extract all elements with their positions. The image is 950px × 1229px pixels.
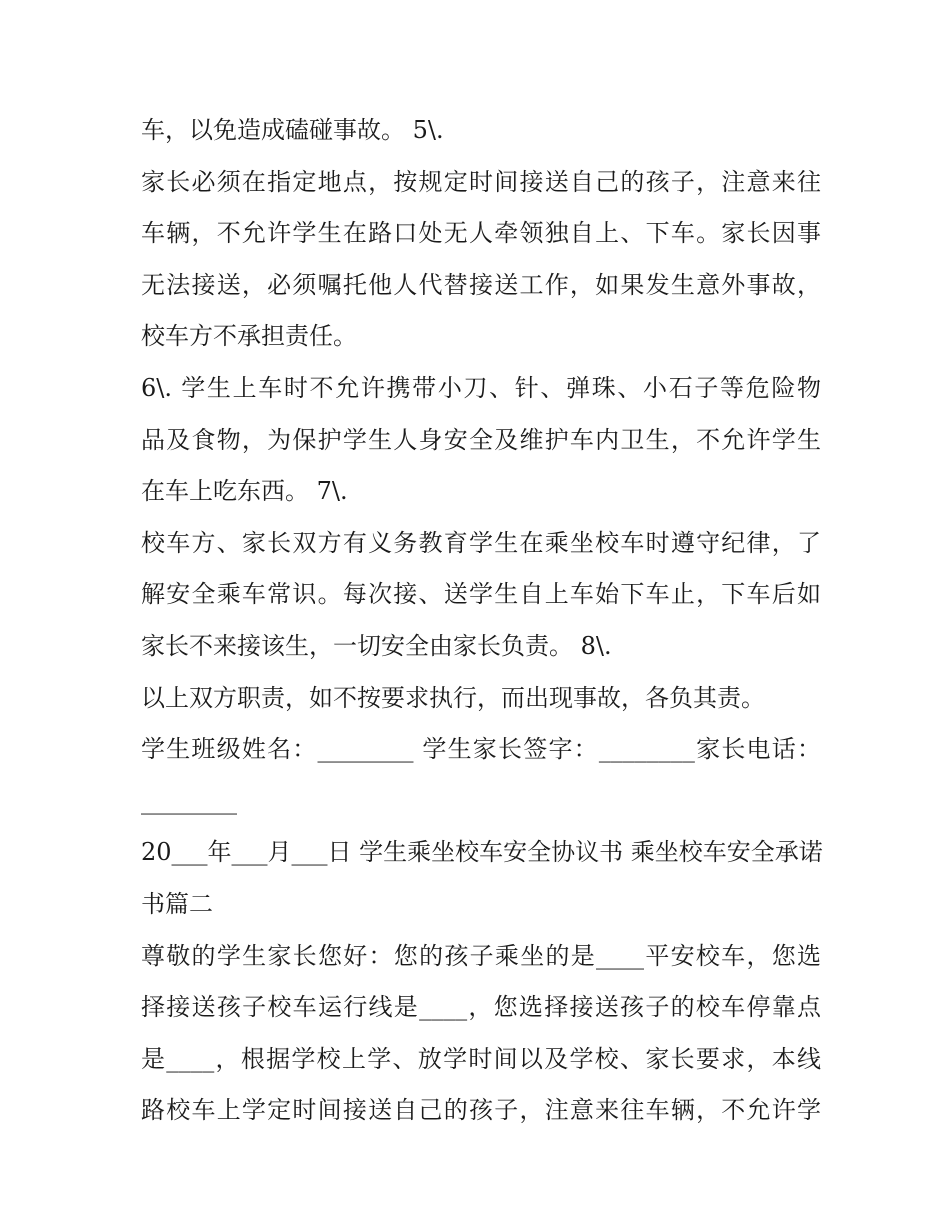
text-line: 校车方、家长双方有义务教育学生在乘坐校车时遵守纪律，了	[141, 528, 821, 557]
text-line: 以上双方职责，如不按要求执行，而出现事故，各负其责。	[141, 683, 765, 712]
text-line: 书篇二	[141, 889, 213, 918]
text-line: 无法接送，必须嘱托他人代替接送工作，如果发生意外事故，	[141, 270, 821, 299]
text-line: 尊敬的学生家长您好：您的孩子乘坐的是____平安校车，您选	[141, 941, 821, 970]
signature-blank-line: ________	[141, 786, 237, 815]
document-body	[141, 105, 821, 1137]
text-line: 车，以免造成磕碰事故。 5\.	[141, 116, 444, 144]
text-line: 家长不来接该生，一切安全由家长负责。 8\.	[141, 631, 612, 660]
signature-fields-line: 学生班级姓名：________ 学生家长签字：________家长电话：	[141, 735, 821, 764]
text-line: 路校车上学定时间接送自己的孩子，注意来往车辆，不允许学	[141, 1096, 821, 1125]
text-line: 家长必须在指定地点，按规定时间接送自己的孩子，注意来往	[141, 167, 821, 196]
text-line: 解安全乘车常识。每次接、送学生自上车始下车止，下车后如	[141, 580, 821, 609]
text-line: 品及食物，为保护学生人身安全及维护车内卫生，不允许学生	[141, 425, 821, 454]
text-line: 在车上吃东西。 7\.	[141, 477, 348, 506]
text-line: 择接送孩子校车运行线是____，您选择接送孩子的校车停靠点	[141, 993, 821, 1022]
text-line: 6\. 学生上车时不允许携带小刀、针、弹珠、小石子等危险物	[141, 373, 821, 402]
text-line: 是____，根据学校上学、放学时间以及学校、家长要求，本线	[141, 1044, 821, 1073]
date-title-line: 20___年___月___日 学生乘坐校车安全协议书 乘坐校车安全承诺	[141, 838, 823, 867]
text-line: 校车方不承担责任。	[141, 322, 357, 351]
text-line: 车辆，不允许学生在路口处无人牵领独自上、下车。家长因事	[141, 219, 821, 248]
